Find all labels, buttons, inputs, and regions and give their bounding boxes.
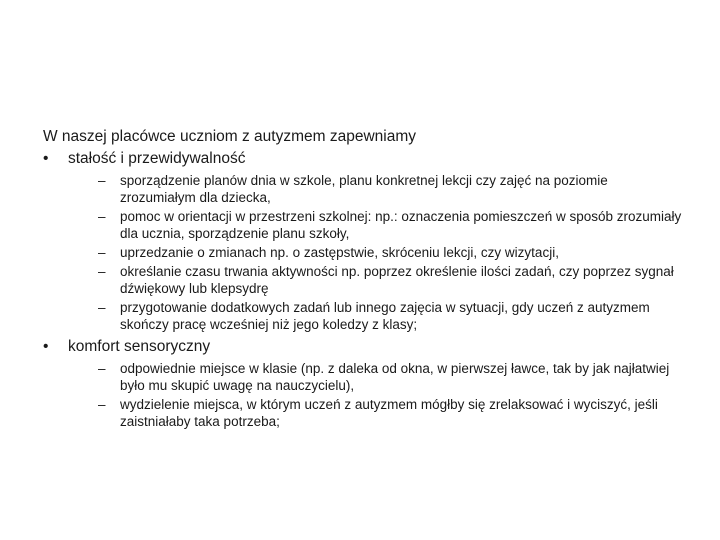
- section-stability: [43, 149, 683, 333]
- sub-list: [43, 172, 683, 333]
- dash-icon: –: [98, 173, 106, 188]
- list-item-text: wydzielenie miejsca, w którym uczeń z autyzmem mógłby się zrelaksować i wyciszyć, jeśli zaistniałaby taka potrzeba;: [120, 397, 658, 429]
- list-item-text: sporządzenie planów dnia w szkole, planu konkretnej lekcji czy zajęć na poziomie zrozumiałym dla dziecka,: [120, 173, 608, 205]
- list-item: [98, 360, 683, 394]
- list-item-text: pomoc w orientacji w przestrzeni szkolnej: np.: oznaczenia pomieszczeń w sposób zrozumiały dla ucznia, sporządzenie planu szkoły,: [120, 209, 682, 241]
- list-item: [98, 208, 683, 242]
- list-item: [98, 172, 683, 206]
- dash-icon: –: [98, 300, 106, 315]
- list-item-text: uprzedzanie o zmianach np. o zastępstwie, skróceniu lekcji, czy wizytacji,: [120, 245, 559, 260]
- list-item: [98, 299, 683, 333]
- slide-content: [43, 127, 683, 432]
- list-item: [98, 396, 683, 430]
- section-title: komfort sensoryczny: [68, 338, 211, 355]
- list-item-text: przygotowanie dodatkowych zadań lub innego zajęcia w sytuacji, gdy uczeń z autyzmem skończy pracę wcześniej niż jego koledzy z klasy;: [120, 300, 650, 332]
- list-item-text: odpowiednie miejsce w klasie (np. z daleka od okna, w pierwszej ławce, tak by jak najłatwiej było mu skupić uwagę na nauczycielu),: [120, 361, 670, 393]
- list-item-text: określanie czasu trwania aktywności np. poprzez określenie ilości zadań, czy poprzez sygnał dźwiękowy lub klepsydrę: [120, 264, 674, 296]
- dash-icon: –: [98, 361, 106, 376]
- sub-list: [43, 360, 683, 430]
- dash-icon: –: [98, 245, 106, 260]
- slide-heading: W naszej placówce uczniom z autyzmem zapewniamy: [43, 128, 416, 145]
- dash-icon: –: [98, 397, 106, 412]
- section-sensory-comfort: [43, 337, 683, 430]
- bullet-row: [43, 149, 683, 169]
- bullet-row: [43, 337, 683, 357]
- dash-icon: –: [98, 264, 106, 279]
- bullet-icon: •: [43, 338, 49, 355]
- section-title: stałość i przewidywalność: [68, 150, 246, 167]
- list-item: [98, 244, 683, 261]
- dash-icon: –: [98, 209, 106, 224]
- bullet-icon: •: [43, 150, 49, 167]
- list-item: [98, 263, 683, 297]
